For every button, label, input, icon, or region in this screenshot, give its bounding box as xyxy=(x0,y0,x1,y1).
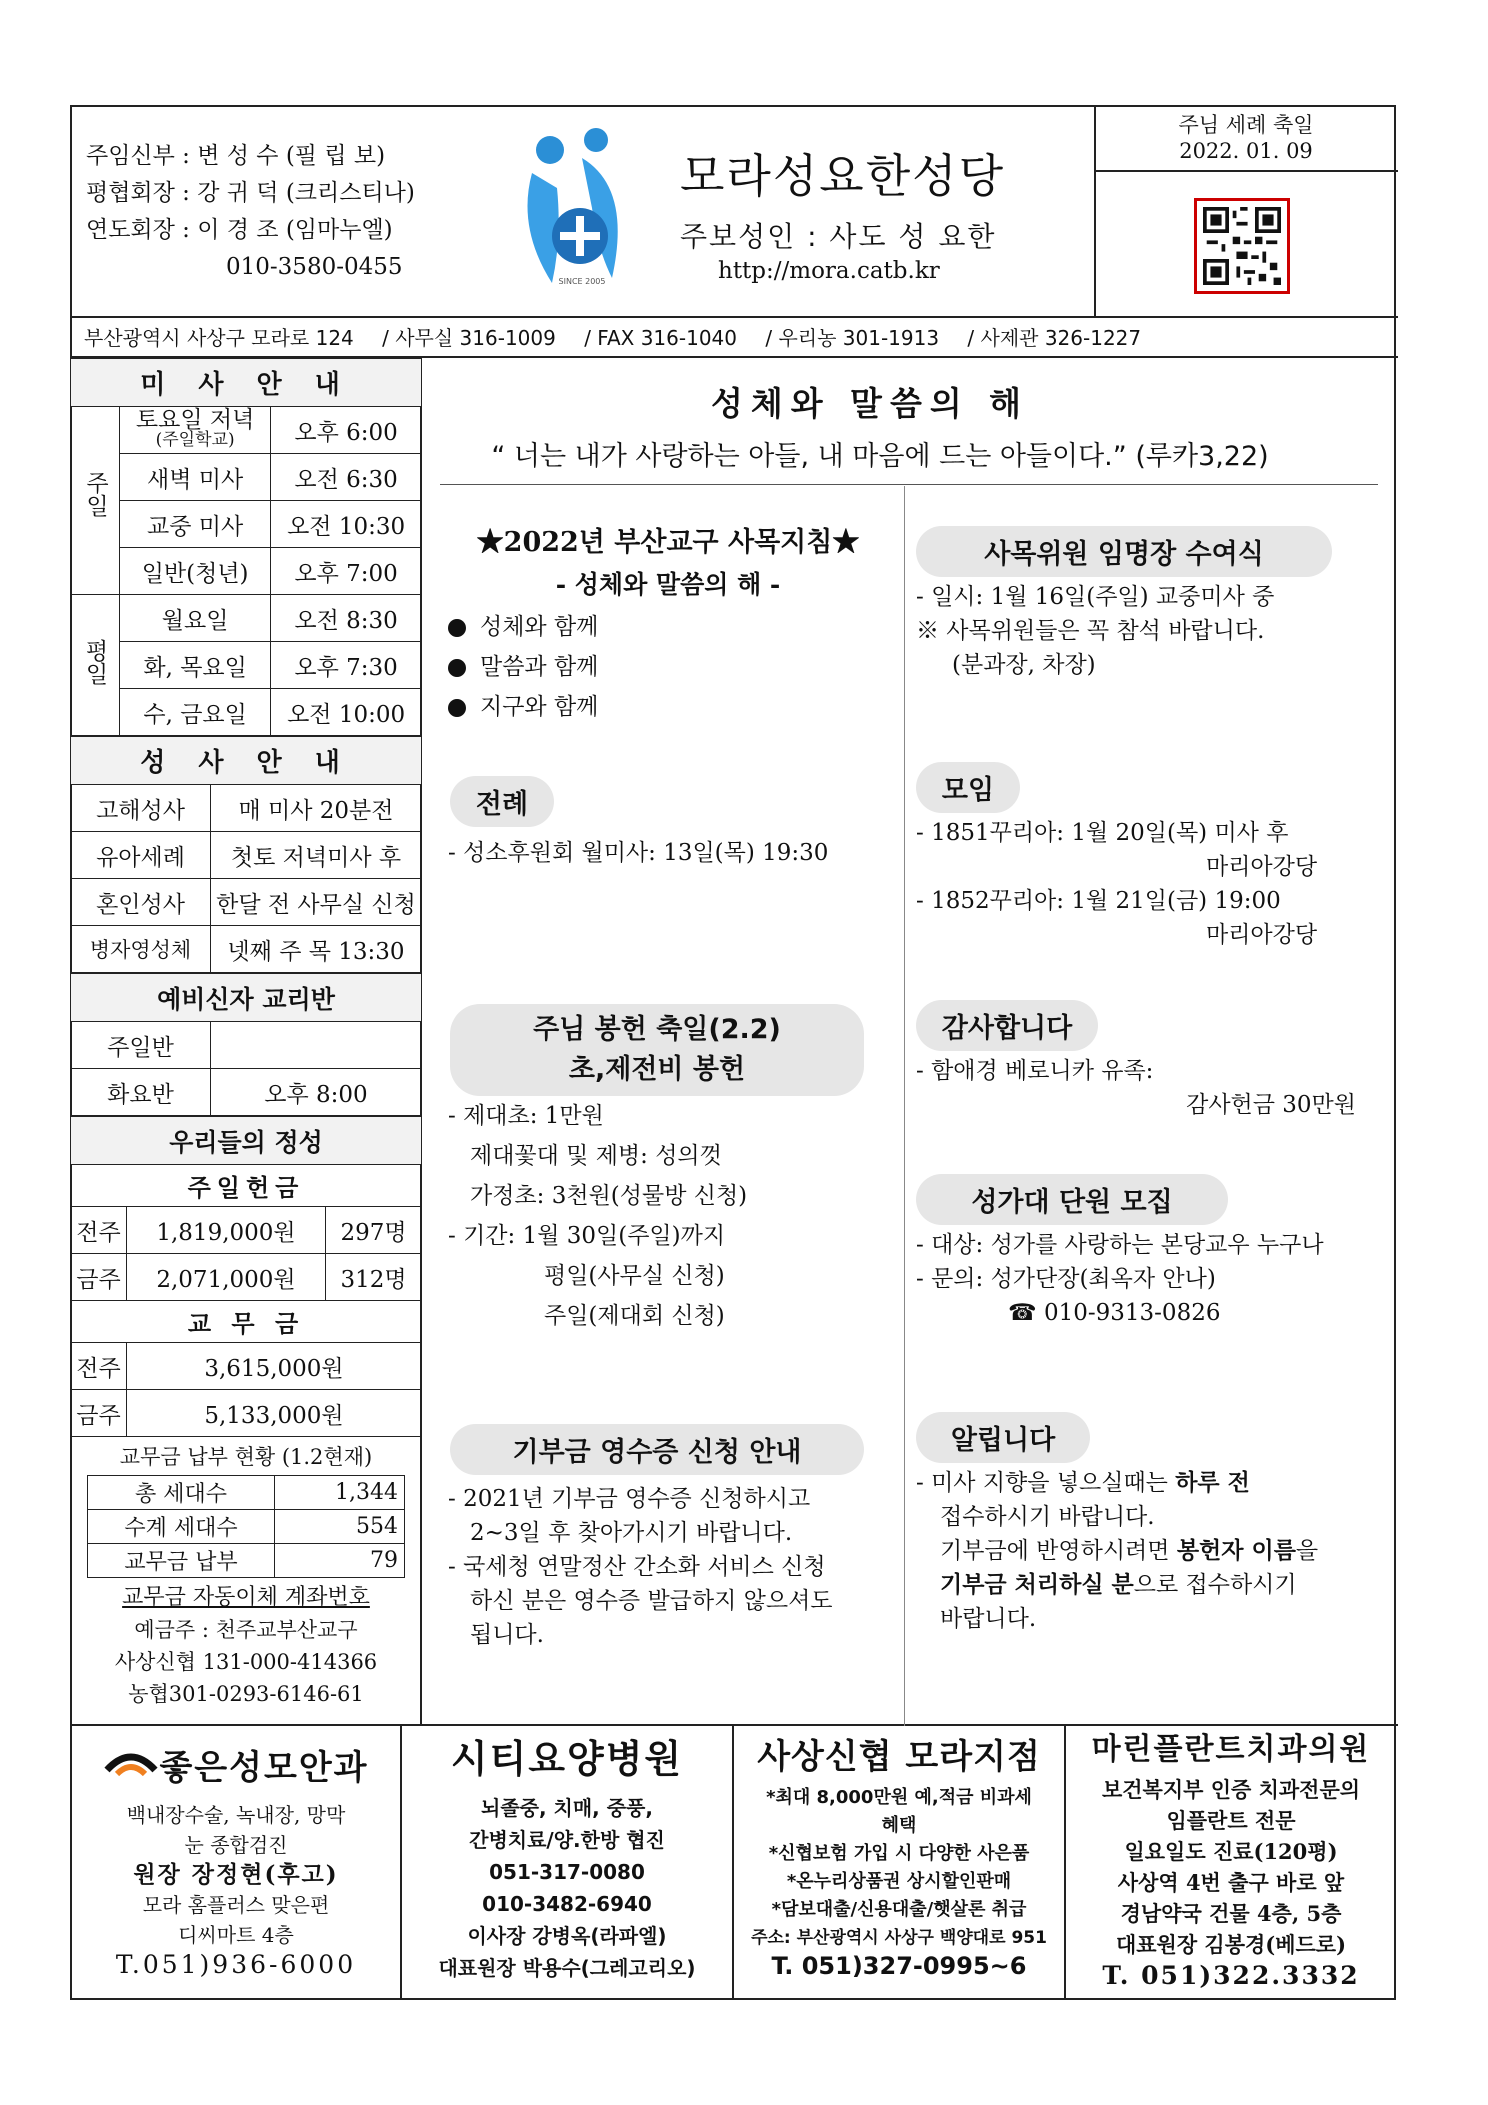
ad-line: *신협보험 가입 시 다양한 사은품 xyxy=(768,1843,1030,1864)
notice-details: - 미사 지향을 넣으실때는 하루 전 접수하시기 바랍니다. 기부금에 반영하시려면 봉헌자 이름을 기부금 처리하실 분으로 접수하시기 바랍니다. xyxy=(916,1469,1319,1632)
liturgy-line: - 성소후원회 월미사: 13일(목) 19:30 xyxy=(448,840,829,866)
priest: 주임신부 : 변 성 수 (필 립 보) xyxy=(86,143,386,169)
account-line: 사상신협 131-000-414366 xyxy=(114,1650,378,1674)
ad-line: 051-317-0080 xyxy=(489,1860,645,1884)
notice-title: 알립니다 xyxy=(916,1412,1090,1463)
feast-name: 주님 세례 축일 xyxy=(1178,113,1314,137)
sacrament-value: 한달 전 사무실 신청 xyxy=(211,879,422,926)
ad-tel: T.051)936-6000 xyxy=(115,1950,357,1979)
guideline-subtitle: - 성체와 말씀의 해 - xyxy=(555,570,781,599)
mass-row-time: 오전 10:30 xyxy=(271,501,422,548)
mass-row-time: 오전 10:00 xyxy=(271,689,422,736)
presentation-title: 주님 봉헌 축일(2.2) 초,제전비 봉헌 xyxy=(450,1004,864,1096)
ad-line: 경남약국 건물 4층, 5층 xyxy=(1120,1901,1342,1926)
sacrament-title: 성 사 안 내 xyxy=(71,737,422,785)
ad-line: 일요일도 진료(120평) xyxy=(1124,1839,1338,1864)
date-divider xyxy=(1096,170,1398,172)
guideline-title: ★2022년 부산교구 사목지침★ xyxy=(476,527,860,558)
ad-line: 간병치료/양.한방 협진 xyxy=(469,1828,665,1852)
status-name: 교무금 납부 xyxy=(88,1544,275,1578)
patron-saint: 주보성인 : 사도 성 요한 xyxy=(680,220,997,253)
choir-title: 성가대 단원 모집 xyxy=(916,1174,1228,1225)
dues-week: 전주 xyxy=(71,1343,127,1390)
ad-line: 디씨마트 4층 xyxy=(178,1923,294,1947)
mass-row-time: 오전 6:30 xyxy=(271,454,422,501)
offering-week: 금주 xyxy=(71,1254,127,1301)
receipt-title: 기부금 영수증 신청 안내 xyxy=(450,1424,864,1475)
bullet-icon xyxy=(448,699,466,717)
fax: / FAX 316-1040 xyxy=(584,326,737,350)
ad-line: 이사장 강병옥(라파엘) xyxy=(467,1924,667,1948)
account-line: 농협301-0293-6146-61 xyxy=(128,1682,364,1706)
mass-row-name: 새벽 미사 xyxy=(120,454,271,501)
sacrament-name: 병자영성체 xyxy=(71,926,211,973)
left-sidebar xyxy=(70,358,422,1712)
ad-line: *온누리상품권 상시할인판매 xyxy=(786,1871,1012,1892)
ad-line: 눈 종합검진 xyxy=(184,1833,288,1857)
guideline-list xyxy=(448,607,888,727)
mass-row-time: 오후 7:00 xyxy=(271,548,422,595)
ad-eye-name: 좋은성모안과 xyxy=(159,1748,369,1788)
staff-list xyxy=(86,138,415,286)
ad-eye-clinic[interactable] xyxy=(72,1730,400,1980)
status-name: 수계 세대수 xyxy=(88,1510,275,1544)
dues-week: 금주 xyxy=(71,1390,127,1437)
dues-status-table xyxy=(87,1475,405,1578)
mass-row-time: 오전 8:30 xyxy=(271,595,422,642)
choir-details: - 대상: 성가를 사랑하는 본당교우 누구나 - 문의: 성가단장(최옥자 안나) ☎ 010-9313-0826 xyxy=(916,1232,1324,1326)
sacrament-value: 매 미사 20분전 xyxy=(211,785,422,832)
sunday-label: 주일 xyxy=(71,407,120,595)
bullet-icon xyxy=(448,619,466,637)
status-value: 1,344 xyxy=(275,1476,405,1510)
thanks-title: 감사합니다 xyxy=(916,1000,1098,1051)
account-line: 예금주 : 천주교부산교구 xyxy=(134,1618,358,1642)
mass-row-time: 오후 6:00 xyxy=(271,407,422,454)
dues-title: 교 무 금 xyxy=(71,1301,422,1343)
offering-amount: 1,819,000원 xyxy=(127,1207,326,1254)
dues-status-title: 교무금 납부 현황 (1.2현재) xyxy=(119,1445,373,1469)
sacrament-value: 넷째 주 목 13:30 xyxy=(211,926,422,973)
catechumen-name: 화요반 xyxy=(71,1069,211,1116)
ad-line: 모라 홈플러스 맞은편 xyxy=(142,1893,330,1917)
mass-row-time: 오후 7:30 xyxy=(271,642,422,689)
ad-dental-name: 마린플란트치과의원 xyxy=(1091,1732,1371,1767)
catechumen-time: 오후 8:00 xyxy=(211,1069,422,1116)
year-title: 성체와 말씀의 해 xyxy=(710,384,1030,423)
guideline-item: 지구와 함께 xyxy=(448,687,888,727)
ad-hospital[interactable] xyxy=(402,1730,732,1984)
thanks-details: - 함애경 베로니카 유족: 감사헌금 30만원 xyxy=(916,1058,1356,1118)
ads-divider xyxy=(70,1724,1398,1726)
scripture-verse: “ 너는 내가 사랑하는 아들, 내 마음에 드는 아들이다.” (루카3,22) xyxy=(491,441,1269,472)
urirong-phone: / 우리농 301-1913 xyxy=(765,326,940,350)
mass-row-name: 월요일 xyxy=(120,595,271,642)
receipt-details: - 2021년 기부금 영수증 신청하시고 2~3일 후 찾아가시기 바랍니다. - 국세청 연말정산 간소화 서비스 신청 하신 분은 영수증 발급하지 않으셔도 됩니다. xyxy=(448,1486,833,1648)
mass-row-name: 토요일 저녁 (주일학교) xyxy=(120,407,271,454)
dues-amount: 5,133,000원 xyxy=(127,1390,422,1437)
parish-url[interactable]: http://mora.catb.kr xyxy=(718,258,940,284)
ad-line: 사상역 4번 출구 바로 앞 xyxy=(1117,1870,1345,1895)
feast-box xyxy=(1096,112,1396,164)
ad-tel: T. 051)327-0995~6 xyxy=(771,1952,1027,1980)
mass-row-name: 일반(청년) xyxy=(120,548,271,595)
appointment-details: - 일시: 1월 16일(주일) 교중미사 중 ※ 사목위원들은 꼭 참석 바랍니다. (분과장, 차장) xyxy=(916,584,1275,678)
address: 부산광역시 사상구 모라로 124 xyxy=(84,326,354,350)
parish-logo-icon xyxy=(512,128,642,288)
sacrament-name: 유아세례 xyxy=(71,832,211,879)
ad-line: *담보대출/신용대출/햇살론 취급 xyxy=(771,1899,1027,1920)
mass-table xyxy=(70,358,422,736)
federation-president: 연도회장 : 이 경 조 (임마누엘) xyxy=(86,217,393,243)
guideline-section xyxy=(448,520,888,727)
ad-line: 대표원장 박용수(그레고리오) xyxy=(438,1956,696,1980)
address-bar xyxy=(84,322,1163,351)
ad-dental[interactable] xyxy=(1066,1730,1396,1991)
appointment-title: 사목위원 임명장 수여식 xyxy=(916,526,1332,577)
ad-tel: T. 051)322.3332 xyxy=(1102,1961,1360,1990)
rectory-phone: / 사제관 326-1227 xyxy=(967,326,1142,350)
ad-line: 백내장수술, 녹내장, 망막 xyxy=(126,1803,346,1827)
contact-phone: 010-3580-0455 xyxy=(226,254,403,280)
offering-count: 312명 xyxy=(326,1254,422,1301)
offering-title: 우리들의 정성 xyxy=(71,1117,422,1165)
catechumen-name: 주일반 xyxy=(71,1022,211,1069)
offering-count: 297명 xyxy=(326,1207,422,1254)
status-value: 79 xyxy=(275,1544,405,1578)
council-president: 평협회장 : 강 귀 덕 (크리스티나) xyxy=(86,180,415,206)
offering-amount: 2,071,000원 xyxy=(127,1254,326,1301)
center-column-divider xyxy=(904,486,905,1726)
catechumen-title: 예비신자 교리반 xyxy=(71,974,422,1022)
ad-line: 임플란트 전문 xyxy=(1166,1808,1296,1833)
qr-code-icon[interactable] xyxy=(1194,198,1290,294)
sacrament-table xyxy=(70,736,422,973)
weekday-label: 평일 xyxy=(71,595,120,736)
ad-line: 혜택 xyxy=(881,1815,917,1836)
status-value: 554 xyxy=(275,1510,405,1544)
sunday-offering-title: 주일헌금 xyxy=(71,1165,422,1207)
catechumen-time xyxy=(211,1022,422,1069)
catechumen-table xyxy=(70,973,422,1116)
dues-status xyxy=(70,1437,422,1712)
parish-name: 모라성요한성당 xyxy=(680,149,1006,203)
guideline-item: 말씀과 함께 xyxy=(448,647,888,687)
office-phone: / 사무실 316-1009 xyxy=(382,326,556,350)
ad-line: 뇌졸중, 치매, 중풍, xyxy=(481,1796,653,1820)
meeting-title: 모임 xyxy=(916,762,1020,813)
sacrament-name: 고해성사 xyxy=(71,785,211,832)
logo-since: SINCE 2005 xyxy=(558,277,606,286)
ad-credit-union[interactable] xyxy=(734,1730,1064,1980)
account-title: 교무금 자동이체 계좌번호 xyxy=(122,1585,370,1610)
dues-amount: 3,615,000원 xyxy=(127,1343,422,1390)
ad-line: 보건복지부 인증 치과전문의 xyxy=(1101,1777,1361,1802)
ad-line: *최대 8,000만원 예,적금 비과세 xyxy=(766,1787,1032,1808)
mass-title: 미 사 안 내 xyxy=(71,359,422,407)
ad-hospital-name: 시티요양병원 xyxy=(450,1737,684,1781)
verse-underline xyxy=(440,484,1378,485)
mass-row-name: 수, 금요일 xyxy=(120,689,271,736)
presentation-details: - 제대초: 1만원 제대꽃대 및 제병: 성의껏 가정초: 3천원(성물방 신청) - 기간: 1월 30일(주일)까지 평일(사무실 신청) 주일(제대회 신청) xyxy=(448,1103,748,1329)
offering-week: 전주 xyxy=(71,1207,127,1254)
liturgy-title: 전례 xyxy=(450,776,554,827)
ad-bank-name: 사상신협 모라지점 xyxy=(757,1737,1041,1777)
mass-row-name: 화, 목요일 xyxy=(120,642,271,689)
ad-director: 원장 장정현(후고) xyxy=(133,1861,339,1888)
header-divider xyxy=(70,316,1398,318)
ad-line: 대표원장 김봉경(베드로) xyxy=(1115,1932,1347,1957)
bulletin-date: 2022. 01. 09 xyxy=(1179,139,1313,163)
eye-logo-icon xyxy=(103,1744,159,1792)
mass-row-name: 교중 미사 xyxy=(120,501,271,548)
ad-line: 주소: 부산광역시 사상구 백양대로 951 xyxy=(751,1928,1047,1948)
sacrament-name: 혼인성사 xyxy=(71,879,211,926)
meeting-details: - 1851꾸리아: 1월 20일(목) 미사 후 마리아강당 - 1852꾸리아: 1월 21일(금) 19:00 마리아강당 xyxy=(916,820,1318,948)
bullet-icon xyxy=(448,659,466,677)
sacrament-value: 첫토 저녁미사 후 xyxy=(211,832,422,879)
offering-table xyxy=(70,1116,422,1437)
guideline-item: 성체와 함께 xyxy=(448,607,888,647)
status-name: 총 세대수 xyxy=(88,1476,275,1510)
ad-line: 010-3482-6940 xyxy=(482,1892,652,1916)
